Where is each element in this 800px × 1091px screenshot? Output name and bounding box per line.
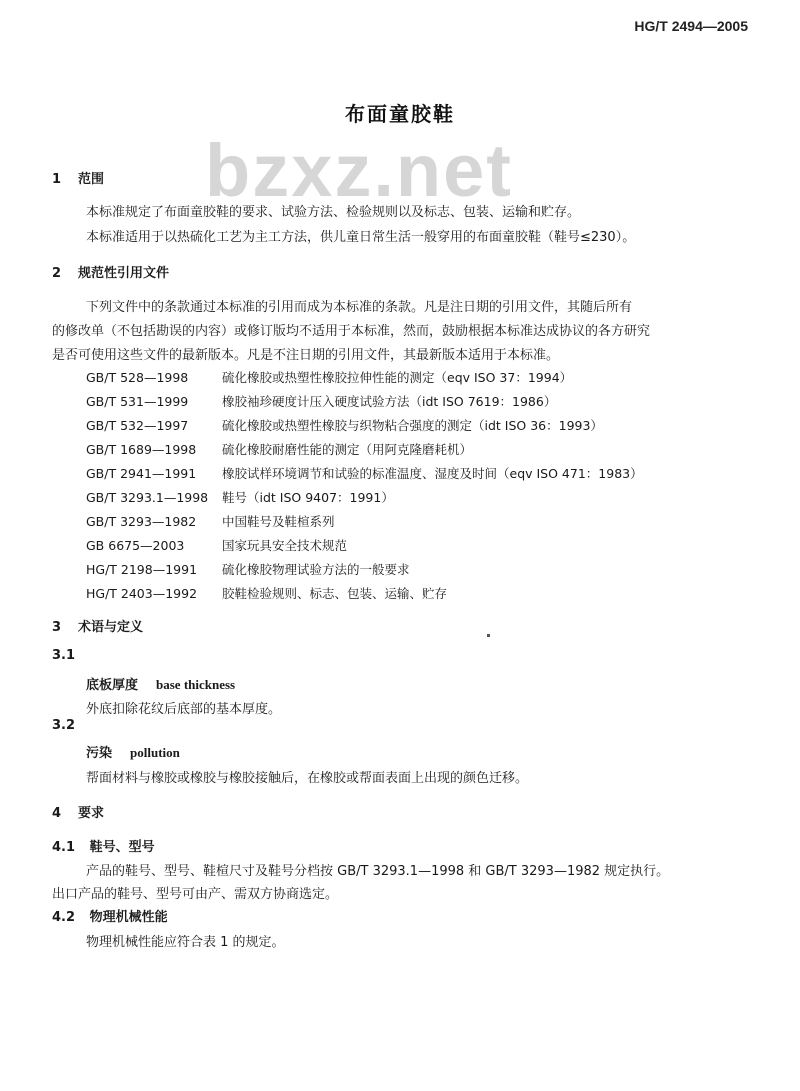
reference-item	[86, 560, 410, 578]
reference-title: 胶鞋检验规则、标志、包装、运输、贮存	[222, 586, 448, 601]
reference-code: GB/T 3293—1982	[86, 514, 197, 529]
section-1-heading	[52, 168, 104, 187]
clause-4-1-heading	[52, 836, 155, 855]
term-definition: 帮面材料与橡胶或橡胶与橡胶接触后，在橡胶或帮面表面上出现的颜色迁移。	[86, 771, 529, 786]
reference-title: 硫化橡胶或热塑性橡胶与织物粘合强度的测定（idt ISO 36：1993）	[222, 418, 603, 433]
reference-title: 硫化橡胶耐磨性能的测定（用阿克隆磨耗机）	[222, 442, 473, 457]
section-number: 1	[52, 172, 62, 187]
reference-code: GB 6675—2003	[86, 538, 185, 553]
reference-code: HG/T 2403—1992	[86, 586, 198, 601]
reference-code: GB/T 2941—1991	[86, 466, 197, 481]
reference-item	[86, 536, 347, 554]
term-english: pollution	[130, 745, 180, 760]
reference-item	[86, 464, 643, 482]
reference-title: 国家玩具安全技术规范	[222, 538, 348, 553]
reference-title: 硫化橡胶或热塑性橡胶拉伸性能的测定（eqv ISO 37：1994）	[222, 370, 573, 385]
paragraph: 是否可使用这些文件的最新版本。凡是不注日期的引用文件，其最新版本适用于本标准。	[52, 348, 560, 363]
clause-4-2-heading	[52, 906, 168, 925]
standard-number: HG/T 2494—2005	[634, 18, 748, 34]
reference-code: GB/T 528—1998	[86, 370, 189, 385]
section-title: 范围	[78, 172, 105, 187]
section-title: 术语与定义	[78, 620, 144, 635]
reference-title: 橡胶试样环境调节和试验的标准温度、湿度及时间（eqv ISO 471：1983）	[222, 466, 643, 481]
clause-number: 3.2	[52, 718, 76, 733]
paragraph: 本标准规定了布面童胶鞋的要求、试验方法、检验规则以及标志、包装、运输和贮存。	[86, 205, 581, 220]
document-title: 布面童胶鞋	[345, 102, 455, 126]
watermark: bzxz.net	[205, 129, 513, 212]
term-chinese: 底板厚度	[86, 678, 139, 693]
scan-speck	[487, 634, 490, 637]
reference-title: 橡胶袖珍硬度计压入硬度试验方法（idt ISO 7619：1986）	[222, 394, 557, 409]
reference-item	[86, 392, 556, 410]
term-heading	[86, 674, 235, 693]
term-english: base thickness	[156, 677, 236, 692]
section-number: 3	[52, 620, 62, 635]
reference-code: GB/T 1689—1998	[86, 442, 197, 457]
reference-item	[86, 416, 603, 434]
reference-title: 中国鞋号及鞋楦系列	[222, 514, 335, 529]
reference-item	[86, 368, 572, 386]
clause-title: 鞋号、型号	[89, 840, 155, 855]
section-4-heading	[52, 802, 104, 821]
reference-item	[86, 488, 394, 506]
reference-title: 鞋号（idt ISO 9407：1991）	[222, 490, 394, 505]
section-title: 要求	[78, 806, 105, 821]
reference-item	[86, 512, 335, 530]
reference-item	[86, 584, 447, 602]
paragraph: 出口产品的鞋号、型号可由产、需双方协商选定。	[52, 887, 339, 902]
clause-title: 物理机械性能	[89, 910, 168, 925]
clause-number: 4.2	[52, 910, 76, 925]
section-3-heading	[52, 616, 143, 635]
paragraph: 产品的鞋号、型号、鞋楦尺寸及鞋号分档按 GB/T 3293.1—1998 和 GB/T 3293—1982 规定执行。	[86, 864, 670, 879]
clause-number: 4.1	[52, 840, 76, 855]
paragraph: 的修改单（不包括勘误的内容）或修订版均不适用于本标准，然而，鼓励根据本标准达成协议的各方研究	[52, 324, 651, 339]
paragraph: 物理机械性能应符合表 1 的规定。	[86, 935, 285, 950]
reference-code: GB/T 532—1997	[86, 418, 189, 433]
reference-code: GB/T 531—1999	[86, 394, 189, 409]
clause-number: 3.1	[52, 648, 76, 663]
reference-item	[86, 440, 472, 458]
term-definition: 外底扣除花纹后底部的基本厚度。	[86, 702, 282, 717]
reference-title: 硫化橡胶物理试验方法的一般要求	[222, 562, 410, 577]
paragraph: 本标准适用于以热硫化工艺为主工方法，供儿童日常生活一般穿用的布面童胶鞋（鞋号≤230）。	[86, 230, 636, 245]
section-2-heading	[52, 262, 169, 281]
reference-code: GB/T 3293.1—1998	[86, 490, 209, 505]
term-heading	[86, 742, 180, 761]
section-title: 规范性引用文件	[78, 266, 170, 281]
reference-code: HG/T 2198—1991	[86, 562, 198, 577]
section-number: 2	[52, 266, 62, 281]
section-number: 4	[52, 806, 62, 821]
paragraph: 下列文件中的条款通过本标准的引用而成为本标准的条款。凡是注日期的引用文件，其随后所有	[86, 300, 633, 315]
term-chinese: 污染	[86, 746, 113, 761]
